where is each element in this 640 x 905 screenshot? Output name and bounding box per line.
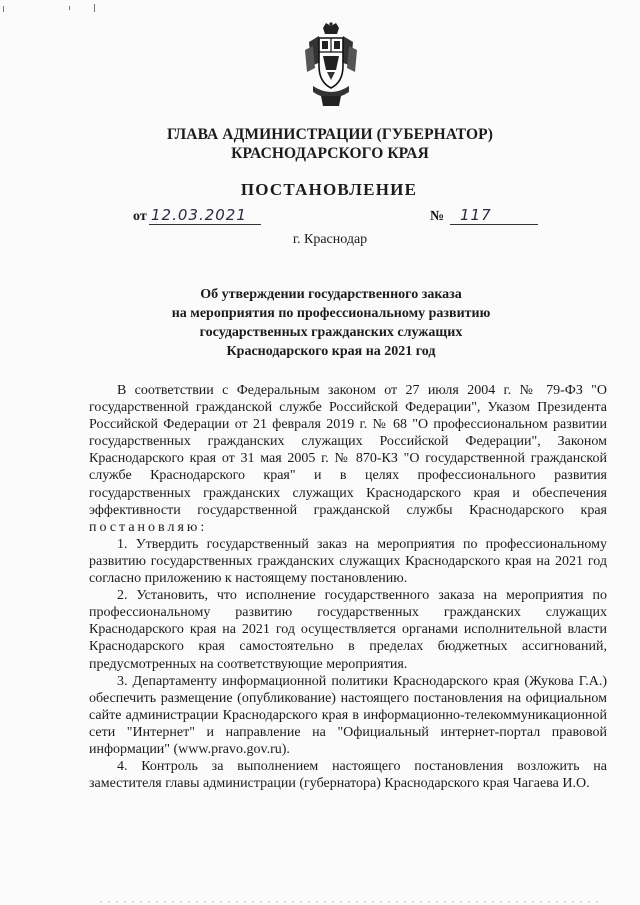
document-body: [89, 382, 607, 792]
subject-line-3: государственных гражданских служащих: [199, 325, 463, 340]
date-underline: [149, 224, 261, 225]
number-label: №: [430, 209, 445, 224]
subject-line-2: на мероприятия по профессиональному развитию: [171, 306, 491, 321]
document-subject: [0, 285, 640, 361]
authority-line-1: ГЛАВА АДМИНИСТРАЦИИ (ГУБЕРНАТОР): [167, 126, 493, 143]
authority-line-2: КРАСНОДАРСКОГО КРАЯ: [231, 145, 429, 162]
decree-word: постановляю:: [89, 519, 208, 535]
intro-paragraph: [89, 382, 607, 536]
number-underline: [450, 224, 538, 225]
number-field: [430, 206, 540, 228]
document-type-title: ПОСТАНОВЛЕНИЕ: [240, 180, 418, 199]
number-value: 117: [460, 206, 492, 224]
city-line: г. Краснодар: [292, 232, 368, 247]
intro-text: В соответствии с Федеральным законом от 27 июля 2004 г. № 79-ФЗ "О государственной гражданской службе Российской Федерации", Указом Президента Российской Федерации от 21 февраля 2019 г. № 68 "О профессиональном развитии государственных гражданских служащих Российской Федерации", Законом Краснодарского края от 31 мая 2005 г. № 870-КЗ "О государственной гражданской службе Краснодарского края" и в целях профессионального развития государственных гражданских служащих Краснодарского края и обеспечения эффективности государственной гражданской службы Краснодарского края: [89, 383, 607, 518]
item-2-paragraph: 2. Установить, что исполнение государственного заказа на мероприятия по профессиональному развитию государственных гражданских служащих Краснодарского края на 2021 год осуществляется органами исполнительной власти Краснодарского края самостоятельно в пределах бюджетных ассигнований, предусмотренных на соответствующие мероприятия.: [89, 588, 607, 672]
date-label: от: [133, 209, 147, 224]
item-4-paragraph: 4. Контроль за выполнением настоящего постановления возложить на заместителя главы администрации (губернатора) Краснодарского края Чагаева И.О.: [89, 759, 607, 792]
item-1-paragraph: 1. Утвердить государственный заказ на мероприятия по профессиональному развитию государственных гражданских служащих Краснодарского края на 2021 год согласно приложению к настоящему постановлению.: [89, 536, 607, 587]
subject-line-4: Краснодарского края на 2021 год: [226, 344, 436, 359]
subject-line-1: Об утверждении государственного заказа: [200, 287, 462, 302]
date-field: [133, 206, 263, 228]
item-3-paragraph: 3. Департаменту информационной политики Краснодарского края (Жукова Г.А.) обеспечить размещение (опубликование) настоящего постановления на официальном сайте администрации Краснодарского края в информационно-телекоммуникационной сети "Интернет" и направление на "Официальный интернет-портал правовой информации" (www.pravo.gov.ru).: [89, 673, 607, 757]
krasnodar-coat-of-arms-icon: [299, 22, 363, 108]
authority-header: [0, 125, 640, 163]
date-value: 12.03.2021: [151, 206, 247, 224]
